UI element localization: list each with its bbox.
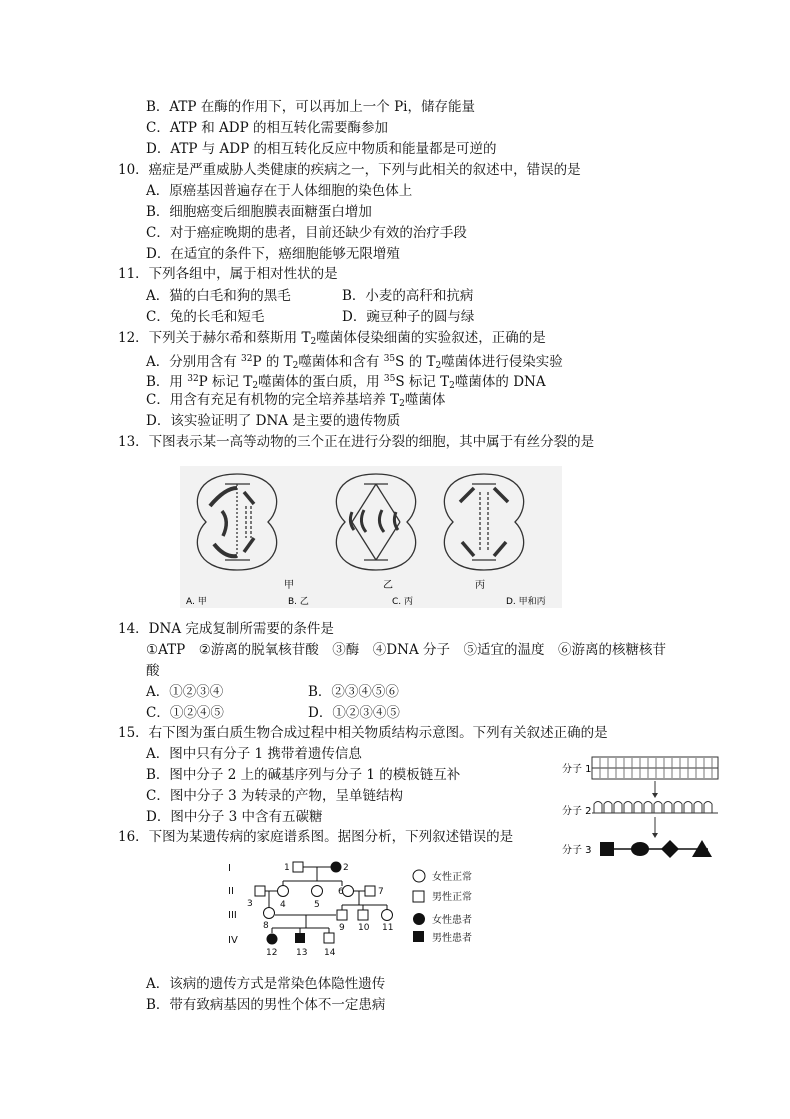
legend-male-normal: 男性正常 — [432, 892, 472, 903]
id-6: 6 — [338, 887, 344, 897]
molecule-1-label: 分子 1 — [562, 764, 592, 775]
q13-option-b: B. 乙 — [288, 597, 309, 607]
q16-option-b: B．带有致病基因的男性个体不一定患病 — [146, 997, 386, 1013]
q10-option-c: C．对于癌症晚期的患者，目前还缺少有效的治疗手段 — [146, 225, 467, 241]
pedigree-figure — [222, 853, 492, 961]
q11-option-d: D．豌豆种子的圆与绿 — [342, 309, 475, 325]
q14-option-b: B．②③④⑤⑥ — [308, 684, 399, 700]
q11-stem: 11．下列各组中，属于相对性状的是 — [118, 266, 338, 282]
id-8: 8 — [263, 921, 269, 931]
q14-stem: 14．DNA 完成复制所需要的条件是 — [118, 621, 334, 637]
q14-option-a: A．①②③④ — [146, 684, 224, 700]
q15-option-a: A．图中只有分子 1 携带着遗传信息 — [146, 746, 362, 762]
q10-stem: 10．癌症是严重威胁人类健康的疾病之一，下列与此相关的叙述中，错误的是 — [118, 162, 581, 178]
q9-option-c: C．ATP 和 ADP 的相互转化需要酶参加 — [146, 120, 388, 136]
q9-option-d: D．ATP 与 ADP 的相互转化反应中物质和能量都是可逆的 — [146, 141, 497, 157]
gen-III: III — [228, 910, 237, 921]
q16-stem: 16．下图为某遗传病的家庭谱系图。据图分析，下列叙述错误的是 — [118, 829, 514, 845]
q15-option-d: D．图中分子 3 中含有五碳糖 — [146, 809, 323, 825]
id-5: 5 — [314, 900, 320, 910]
q14-option-c: C．①②④⑤ — [146, 705, 224, 721]
q10-option-a: A．原癌基因普遍存在于人体细胞的染色体上 — [146, 183, 413, 199]
id-10: 10 — [358, 923, 370, 933]
q9-option-b: B．ATP 在酶的作用下，可以再加上一个 Pi，储存能量 — [146, 99, 476, 115]
gen-IV: IV — [228, 935, 238, 946]
legend-female-normal: 女性正常 — [432, 872, 472, 883]
id-2: 2 — [343, 863, 349, 873]
q10-option-d: D．在适宜的条件下，癌细胞能够无限增殖 — [146, 246, 400, 262]
q13-option-a: A. 甲 — [186, 597, 207, 607]
q12-stem: 12．下列关于赫尔希和蔡斯用 $T_2$噬菌体侵染细菌的实验叙述，正确的是 — [118, 330, 546, 347]
legend-male-affected: 男性患者 — [432, 933, 472, 944]
q15-option-c: C．图中分子 3 为转录的产物，呈单链结构 — [146, 788, 404, 804]
q11-option-b: B．小麦的高秆和抗病 — [342, 288, 474, 304]
q13-stem: 13．下图表示某一高等动物的三个正在进行分裂的细胞，其中属于有丝分裂的是 — [118, 434, 595, 450]
q14-option-d: D．①②③④⑤ — [308, 705, 400, 721]
id-3: 3 — [247, 899, 253, 909]
q14-items-line2: 酸 — [146, 663, 160, 679]
label-jia: 甲 — [284, 580, 294, 591]
q13-option-c: C. 丙 — [392, 597, 414, 607]
id-12: 12 — [266, 948, 278, 958]
label-bing: 丙 — [475, 580, 485, 591]
id-13: 13 — [296, 948, 308, 958]
molecule-3-label: 分子 3 — [562, 845, 592, 856]
gen-II: II — [228, 886, 234, 897]
molecule-2-label: 分子 2 — [562, 806, 592, 817]
q16-option-a: A．该病的遗传方式是常染色体隐性遗传 — [146, 976, 386, 992]
id-11: 11 — [382, 923, 394, 933]
q11-option-a: A．猫的白毛和狗的黑毛 — [146, 288, 291, 304]
q15-stem: 15．右下图为蛋白质生物合成过程中相关物质结构示意图。下列有关叙述正确的是 — [118, 725, 608, 741]
q12-option-a: A．分别用含有 $^{32}$P 的 $T_2$噬菌体和含有 $^{35}$S 的 $T_2$噬菌体进行侵染实验 — [146, 354, 563, 371]
q12-option-c: C．用含有充足有机物的完全培养基培养 $T_2$噬菌体 — [146, 392, 446, 409]
id-7: 7 — [378, 887, 384, 897]
cell-division-figure — [180, 466, 562, 608]
molecule-figure — [562, 755, 724, 861]
q15-option-b: B．图中分子 2 上的碱基序列与分子 1 的模板链互补 — [146, 767, 461, 783]
id-14: 14 — [324, 948, 336, 958]
q11-option-c: C．兔的长毛和短毛 — [146, 309, 265, 325]
q12-option-d: D．该实验证明了 DNA 是主要的遗传物质 — [146, 413, 401, 429]
label-yi: 乙 — [383, 580, 393, 591]
id-9: 9 — [339, 923, 345, 933]
q13-option-d: D. 甲和丙 — [506, 597, 546, 607]
q14-items-line1: ①ATP ②游离的脱氧核苷酸 ③酶 ④DNA 分子 ⑤适宜的温度 ⑥游离的核糖核苷 — [146, 642, 666, 658]
q12-option-b: B．用 $^{32}$P 标记 $T_2$噬菌体的蛋白质，用 $^{35}$S 标记 $T_2$噬菌体的 DNA — [146, 374, 546, 391]
id-4: 4 — [280, 900, 286, 910]
legend-female-affected: 女性患者 — [432, 915, 472, 926]
id-1: 1 — [284, 863, 290, 873]
q10-option-b: B．细胞癌变后细胞膜表面糖蛋白增加 — [146, 204, 372, 220]
gen-I: I — [228, 863, 231, 874]
